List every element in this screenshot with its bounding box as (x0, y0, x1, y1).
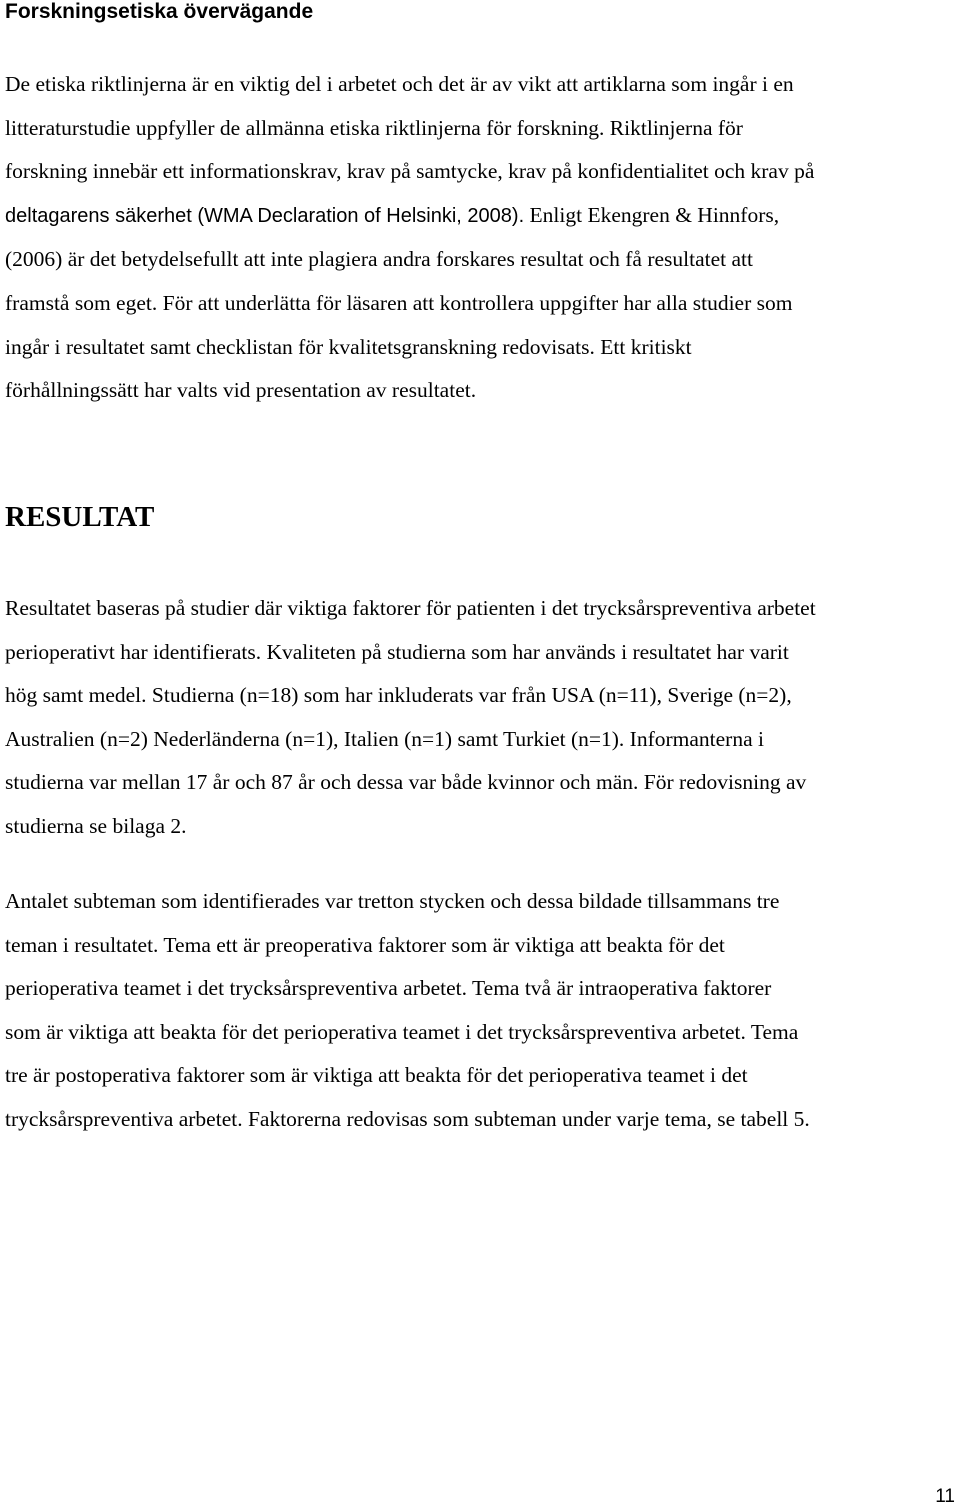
section-heading-ethics: Forskningsetiska övervägande (5, 0, 314, 23)
text-line: studierna se bilaga 2. (5, 813, 187, 838)
results-paragraph-1 (5, 587, 816, 849)
text-line: studierna var mellan 17 år och 87 år och dessa var både kvinnor och män. För redovisning av (5, 770, 807, 795)
text-line: förhållningssätt har valts vid presentation av resultatet. (5, 378, 477, 403)
text-line: tre är postoperativa faktorer som är viktiga att beakta för det perioperativa teamet i det (5, 1063, 748, 1088)
text-line (5, 194, 814, 239)
text-line: (2006) är det betydelsefullt att inte plagiera andra forskares resultat och få resultatet att (5, 247, 754, 272)
page-number: 11 (935, 1486, 955, 1507)
section-heading-results: RESULTAT (5, 501, 155, 533)
text-line: Antalet subteman som identifierades var tretton stycken och dessa bildade tillsammans tre (5, 889, 780, 913)
text-line: hög samt medel. Studierna (n=18) som har inkluderats var från USA (n=11), Sverige (n=2), (5, 683, 792, 708)
citation-text: deltagarens säkerhet (WMA Declaration of Helsinki, 2008). (5, 204, 525, 227)
text-line: trycksårspreventiva arbetet. Faktorerna redovisas som subteman under varje tema, se tabell 5. (5, 1106, 810, 1131)
text-line: framstå som eget. För att underlätta för läsaren att kontrollera uppgifter har alla studier som (5, 290, 793, 315)
text-line: ingår i resultatet samt checklistan för kvalitetsgranskning redovisats. Ett kritiskt (5, 334, 692, 359)
text-line: Resultatet baseras på studier där viktiga faktorer för patienten i det trycksårspreventiva arbetet (5, 596, 816, 620)
ethics-paragraph (5, 63, 814, 413)
text-line: forskning innebär ett informationskrav, krav på samtycke, krav på konfidentialitet och krav på (5, 159, 815, 184)
text-segment: Enligt Ekengren & Hinnfors, (524, 202, 780, 227)
text-line: litteraturstudie uppfyller de allmänna etiska riktlinjerna för forskning. Riktlinjerna för (5, 115, 743, 140)
text-line: teman i resultatet. Tema ett är preoperativa faktorer som är viktiga att beakta för det (5, 932, 725, 957)
results-paragraph-2 (5, 880, 810, 1142)
text-line: perioperativa teamet i det trycksårspreventiva arbetet. Tema två är intraoperativa faktorer (5, 976, 772, 1001)
text-line: perioperativt har identifierats. Kvaliteten på studierna som har används i resultatet har varit (5, 639, 789, 664)
text-line: som är viktiga att beakta för det perioperativa teamet i det trycksårspreventiva arbetet. Tema (5, 1019, 799, 1044)
text-line: Australien (n=2) Nederländerna (n=1), Italien (n=1) samt Turkiet (n=1). Informanterna i (5, 726, 764, 751)
text-line: De etiska riktlinjerna är en viktig del i arbetet och det är av vikt att artiklarna som ingår i en (5, 72, 794, 96)
